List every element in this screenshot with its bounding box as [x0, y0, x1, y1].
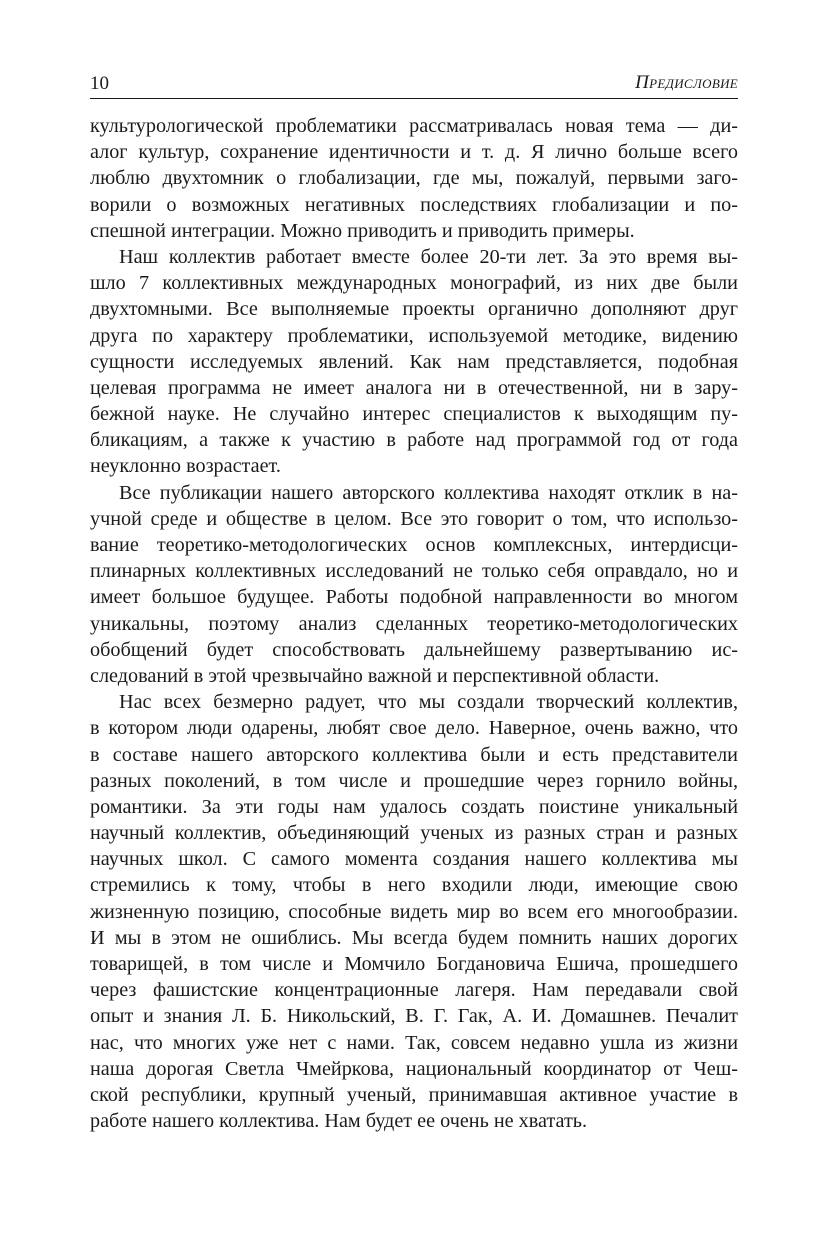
- text-line: имеет большое будущее. Работы подобной направленности во многом: [90, 586, 738, 609]
- text-line: в котором люди одарены, любят свое дело. Наверное, очень важно, что: [90, 717, 738, 740]
- text-line: романтики. За эти годы нам удалось создать поистине уникальный: [90, 795, 738, 818]
- text-line: научных школ. С самого момента создания нашего коллектива мы: [90, 848, 738, 871]
- text-line: двухтомными. Все выполняемые проекты органично дополняют друг: [90, 298, 738, 321]
- text-line: целевая программа не имеет аналога ни в отечественной, ни в зару-: [90, 376, 738, 399]
- text-line: ской республики, крупный ученый, принимавшая активное участие в: [90, 1083, 738, 1106]
- text-line: Нас всех безмерно радует, что мы создали творческий коллектив,: [119, 691, 738, 714]
- paragraph: [90, 689, 738, 1134]
- text-line: учной среде и обществе в целом. Все это говорит о том, что использо-: [90, 507, 738, 530]
- text-line: жизненную позицию, способные видеть мир во всем его многообразии.: [90, 900, 738, 923]
- paragraph: [90, 113, 738, 244]
- text-line: стремились к тому, чтобы в него входили люди, имеющие свою: [90, 874, 738, 897]
- text-line: следований в этой чрезвычайно важной и перспективной области.: [90, 664, 660, 687]
- text-line: через фашистские концентрационные лагеря. Нам передавали свой: [90, 979, 738, 1002]
- text-line: спешной интеграции. Можно приводить и приводить примеры.: [90, 219, 635, 242]
- text-line: бликациям, а также к участию в работе над программой год от года: [90, 429, 738, 452]
- text-line: товарищей, в том числе и Момчило Богдановича Ешича, прошедшего: [90, 953, 738, 975]
- running-header: [90, 68, 738, 99]
- text-line: наша дорогая Светла Чмейркова, национальный координатор от Чеш-: [90, 1057, 738, 1080]
- text-line: обобщений будет способствовать дальнейшему развертыванию ис-: [90, 638, 738, 661]
- text-line: культурологической проблематики рассматривалась новая тема — ди-: [90, 115, 738, 137]
- text-line: неуклонно возрастает.: [90, 455, 281, 478]
- paragraph: [90, 244, 738, 480]
- body-text: [90, 113, 738, 1134]
- text-line: нас, что многих уже нет с нами. Так, совсем недавно ушла из жизни: [90, 1031, 738, 1054]
- text-line: плинарных коллективных исследований не только себя оправдало, но и: [90, 560, 738, 583]
- page-number: 10: [90, 73, 109, 94]
- text-line: вание теоретико-методологических основ комплексных, интердисци-: [90, 534, 738, 556]
- text-line: друга по характеру проблематики, используемой методике, видению: [90, 324, 738, 347]
- text-line: шло 7 коллективных международных монографий, из них две были: [90, 272, 738, 295]
- text-line: научный коллектив, объединяющий ученых из разных стран и разных: [90, 822, 738, 845]
- running-title: Предисловие: [635, 72, 738, 93]
- text-line: люблю двухтомник о глобализации, где мы, пожалуй, первыми заго-: [90, 167, 738, 190]
- text-line: опыт и знания Л. Б. Никольский, В. Г. Гак, А. И. Домашнев. Печалит: [90, 1005, 738, 1028]
- text-line: алог культур, сохранение идентичности и т. д. Я лично больше всего: [90, 141, 738, 164]
- text-line: Все публикации нашего авторского коллектива находят отклик в на-: [119, 481, 738, 504]
- text-line: уникальны, поэтому анализ сделанных теоретико-методологических: [90, 612, 738, 635]
- paragraph: [90, 480, 738, 690]
- text-line: ворили о возможных негативных последствиях глобализации и по-: [90, 193, 738, 216]
- text-line: Наш коллектив работает вместе более 20-ти лет. За это время вы-: [119, 245, 738, 268]
- text-line: сущности исследуемых явлений. Как нам представляется, подобная: [90, 350, 738, 373]
- text-line: работе нашего коллектива. Нам будет ее очень не хватать.: [90, 1110, 588, 1133]
- text-line: разных поколений, в том числе и прошедшие через горнило войны,: [90, 769, 738, 792]
- text-line: бежной науке. Не случайно интерес специалистов к выходящим пу-: [90, 403, 738, 426]
- text-line: И мы в этом не ошиблись. Мы всегда будем помнить наших дорогих: [90, 926, 738, 949]
- text-line: в составе нашего авторского коллектива были и есть представители: [90, 743, 738, 766]
